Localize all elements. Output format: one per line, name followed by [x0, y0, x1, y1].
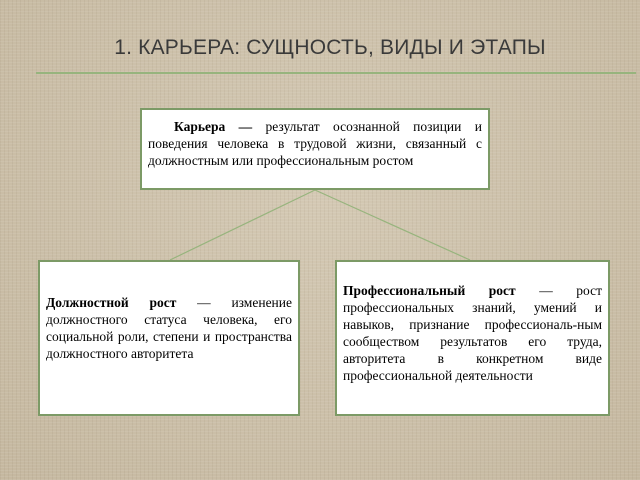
career-definition-text [148, 118, 482, 169]
professional-growth-box [335, 260, 610, 416]
slide-title: 1. КАРЬЕРА: СУЩНОСТЬ, ВИДЫ И ЭТАПЫ [114, 36, 546, 59]
career-term: Карьера — [174, 119, 253, 134]
professional-growth-term: Профессиональный рост [343, 283, 516, 298]
career-definition: результат осознанной позиции и поведения человека в трудовой жизни, связанный с должностным или профессиональным ростом [148, 119, 482, 168]
career-definition-box [140, 108, 490, 190]
professional-growth-definition: — рост профессиональных знаний, умений и навыков, признание профессиональ-ным сообществом результатов его труда, авторитета в конкретном виде профессиональной деятельности [343, 283, 603, 383]
professional-growth-text [343, 282, 602, 384]
position-growth-text [46, 294, 292, 362]
position-growth-term: Должностной рост [46, 295, 177, 310]
connector-left [170, 190, 315, 260]
connector-right [315, 190, 470, 260]
position-growth-definition: — изменение должностного статуса человека, его социальной роли, степени и пространства должностного авторитета [46, 295, 293, 361]
position-growth-box [38, 260, 300, 416]
